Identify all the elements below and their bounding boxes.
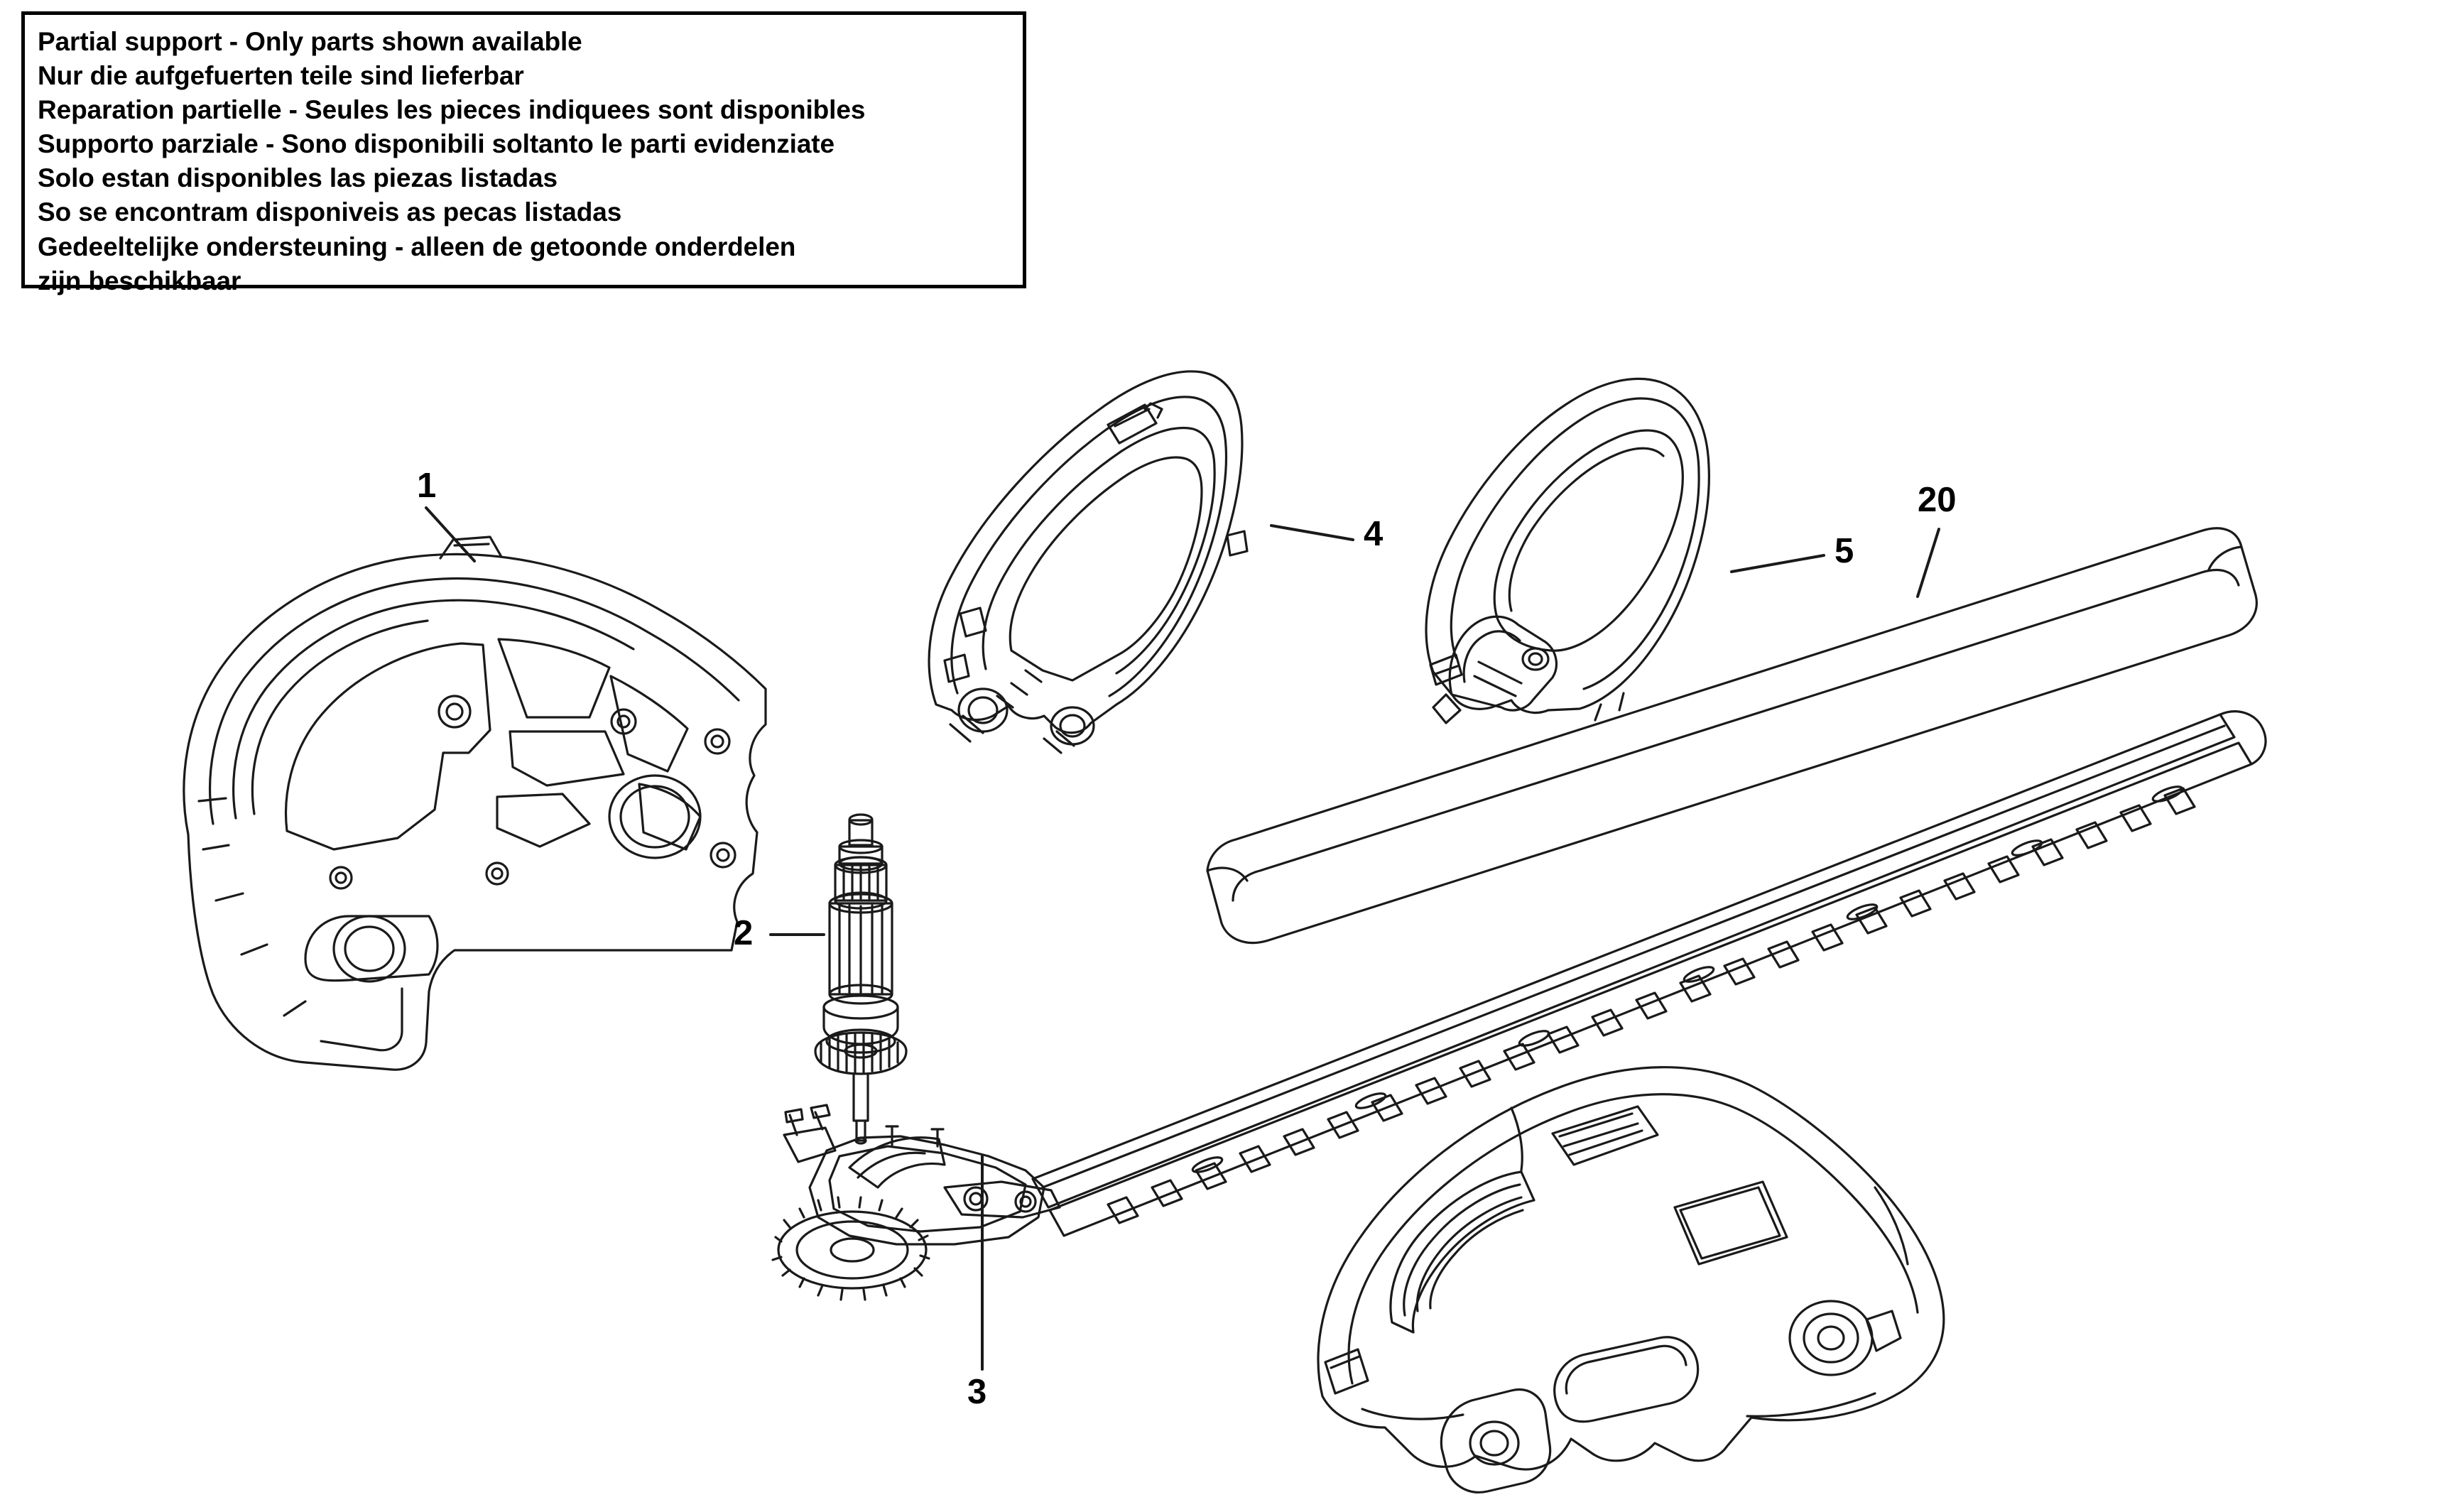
notice-line-nl-2: zijn beschikbaar <box>38 266 241 295</box>
callout-2: 2 <box>734 914 754 952</box>
callout-5: 5 <box>1835 532 1854 570</box>
armature-motor-rotor <box>815 815 906 1143</box>
callout-3: 3 <box>967 1373 987 1411</box>
handle-bracket <box>1426 379 1709 723</box>
notice-line-nl-1: Gedeeltelijke ondersteuning - alleen de getoonde onderdelen <box>38 232 796 261</box>
notice-line-it: Supporto parziale - Sono disponibili soltanto le parti evidenziate <box>38 129 835 159</box>
blade-teeth <box>1108 788 2195 1223</box>
notice-line-es: Solo estan disponibles las piezas listadas <box>38 163 558 193</box>
front-handle-guard <box>929 371 1247 753</box>
notice-line-de: Nur die aufgefuerten teile sind lieferbar <box>38 61 524 91</box>
cutter-blade-assembly <box>1033 712 2266 1236</box>
notice-line-pt: So se encontram disponiveis as pecas listadas <box>38 197 622 227</box>
right-housing-shell <box>1318 1067 1944 1493</box>
notice-line-fr: Reparation partielle - Seules les pieces indiquees sont disponibles <box>38 95 866 125</box>
callout-4: 4 <box>1364 515 1384 553</box>
callout-20: 20 <box>1918 481 1957 519</box>
notice-line-en: Partial support - Only parts shown available <box>38 27 582 56</box>
blade-sheath-cover <box>1207 528 2256 943</box>
gearbox-blade-drive <box>773 1105 1060 1300</box>
left-housing-shell <box>184 537 766 1070</box>
callout-1: 1 <box>417 467 437 505</box>
